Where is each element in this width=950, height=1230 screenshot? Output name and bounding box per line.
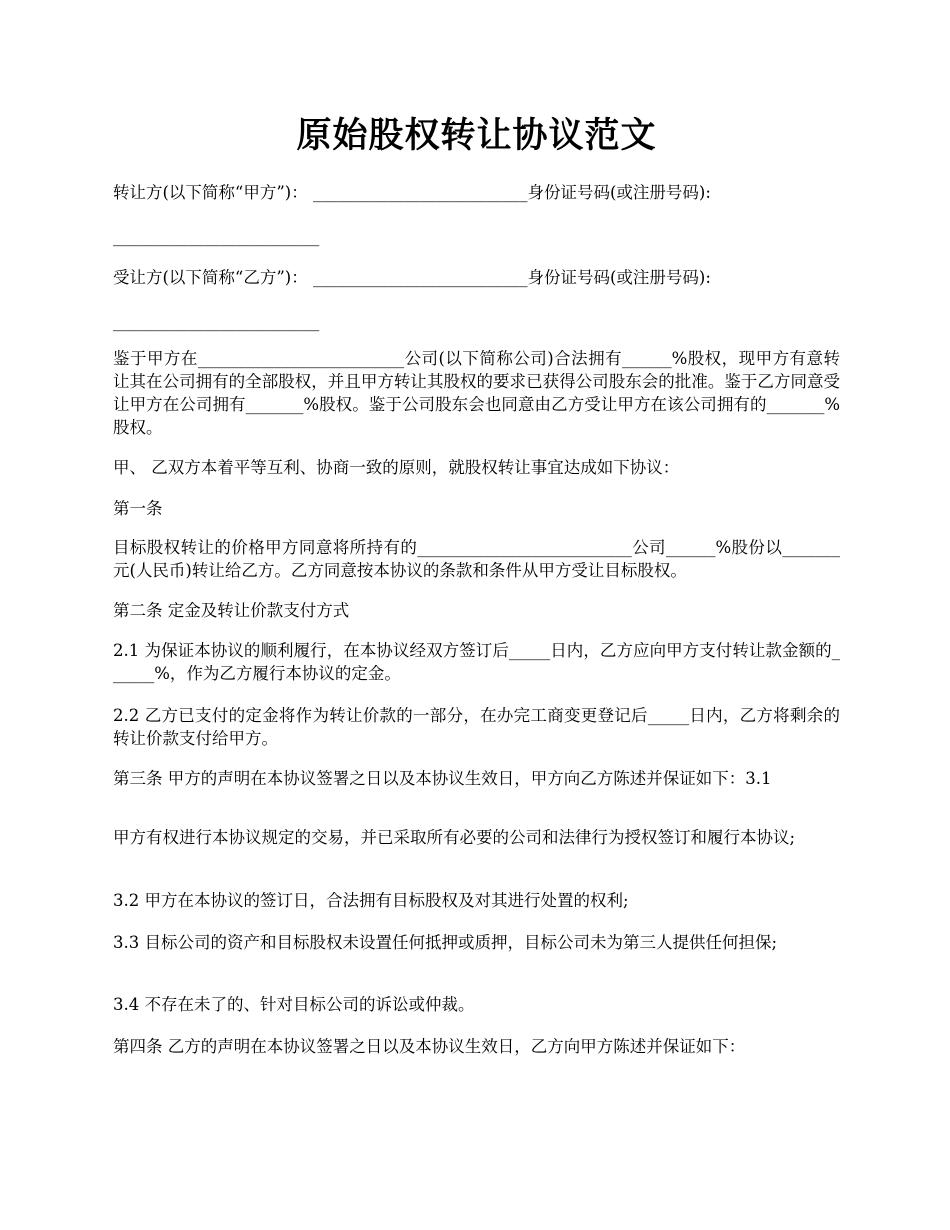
clause-2-2: 2.2 乙方已支付的定金将作为转让价款的一部分，在办完工商变更登记后_____日内，乙方将剩余的转让价款支付给甲方。 <box>113 706 840 748</box>
article-3-heading: 第三条 甲方的声明在本协议签署之日以及本协议生效日，甲方向乙方陈述并保证如下：3.1 <box>113 769 772 788</box>
article-1-body: 目标股权转让的价格甲方同意将所持有的__________________________公司______%股份以_______元(人民币)转让给乙方。乙方同意按本协议的条款和条件从甲方受让目标股权。 <box>113 538 840 580</box>
clause-3-4: 3.4 不存在未了的、针对目标公司的诉讼或仲裁。 <box>113 995 475 1014</box>
transferee-line: 受让方(以下简称“乙方”)： __________________________身份证号码(或注册号码): <box>113 268 711 287</box>
article-4-heading: 第四条 乙方的声明在本协议签署之日以及本协议生效日，乙方向甲方陈述并保证如下： <box>113 1037 746 1056</box>
clause-3-3: 3.3 目标公司的资产和目标股权未设置任何抵押或质押，目标公司未为第三人提供任何担保; <box>113 933 778 952</box>
recital-paragraph: 鉴于甲方在_________________________公司(以下简称公司)合法拥有______%股权，现甲方有意转让其在公司拥有的全部股权，并且甲方转让其股权的要求已获得公司股东会的批准。鉴于乙方同意受让甲方在公司拥有_______%股权。鉴于公司股东会也同意由乙方受让甲方在该公司拥有的_______%股权。 <box>113 349 840 437</box>
transferor-line: 转让方(以下简称“甲方”)： __________________________身份证号码(或注册号码): <box>113 183 711 202</box>
article-2-heading: 第二条 定金及转让价款支付方式 <box>113 601 350 620</box>
clause-2-1: 2.1 为保证本协议的顺利履行，在本协议经双方签订后_____日内，乙方应向甲方支付转让款金额的______%，作为乙方履行本协议的定金。 <box>113 641 840 683</box>
article-1-heading: 第一条 <box>113 499 163 518</box>
clause-3-1-body: 甲方有权进行本协议规定的交易，并已采取所有必要的公司和法律行为授权签订和履行本协议; <box>113 828 796 847</box>
document-title: 原始股权转让协议范文 <box>296 115 657 156</box>
agreement-intro: 甲、 乙双方本着平等互利、协商一致的原则，就股权转让事宜达成如下协议： <box>113 458 680 477</box>
clause-3-2: 3.2 甲方在本协议的签订日，合法拥有目标股权及对其进行处置的权利; <box>113 891 629 910</box>
transferee-id-blank: _________________________ <box>113 312 320 331</box>
transferor-id-blank: _________________________ <box>113 227 320 246</box>
